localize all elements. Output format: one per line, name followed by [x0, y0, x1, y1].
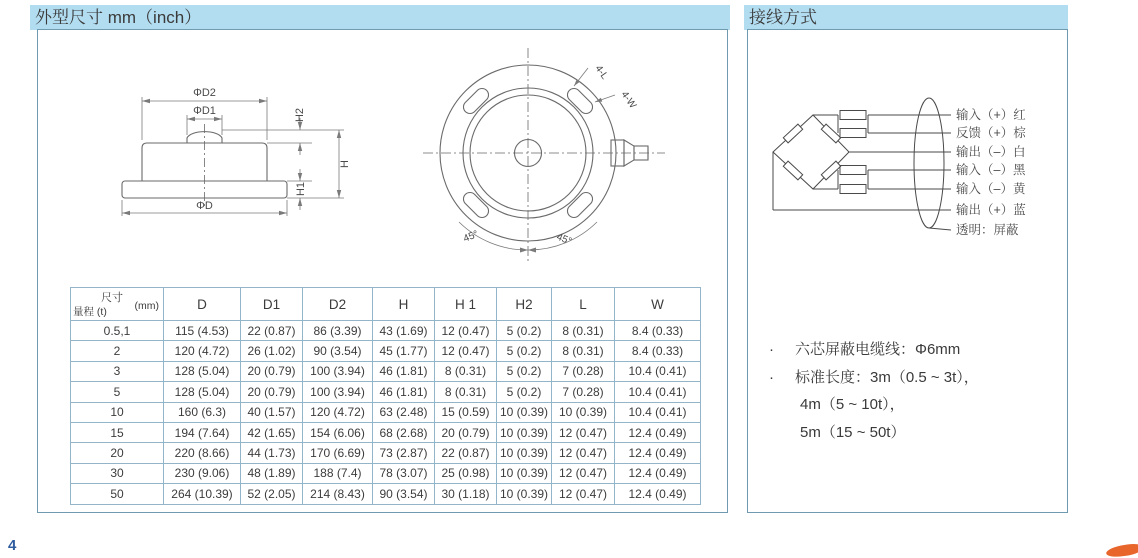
dimension-cell: 12 (0.47) [552, 463, 615, 483]
note-item [764, 336, 1062, 364]
table-header-row [71, 288, 701, 321]
capacity-cell: 0.5,1 [71, 321, 164, 341]
column-header: H2 [497, 288, 552, 321]
dimension-cell: 20 (0.79) [241, 361, 303, 381]
note-line: 5m（15 ~ 50t） [800, 423, 906, 441]
dimension-cell: 12 (0.47) [552, 443, 615, 463]
dimension-cell: 90 (3.54) [373, 484, 435, 504]
table-row [71, 321, 701, 341]
dimension-cell: 48 (1.89) [241, 463, 303, 483]
dimension-cell: 8 (0.31) [552, 321, 615, 341]
wire-label-input-minus-2: 输入（–）黄 [956, 182, 1026, 196]
dimension-cell: 46 (1.81) [373, 361, 435, 381]
dimension-cell: 43 (1.69) [373, 321, 435, 341]
cable-shield-ellipse [914, 98, 944, 228]
wire-label-output-plus: 输出（+）蓝 [956, 203, 1026, 217]
dimension-cell: 78 (3.07) [373, 463, 435, 483]
dimension-cell: 46 (1.81) [373, 382, 435, 402]
note-line: 4m（5 ~ 10t）， [800, 396, 905, 413]
cable-notes [764, 336, 1062, 446]
dimension-cell: 10 (0.39) [497, 484, 552, 504]
dimension-cell: 8 (0.31) [435, 361, 497, 381]
dimension-cell: 8.4 (0.33) [615, 341, 701, 361]
angle-left-label: 45° [461, 228, 481, 245]
dim-label-h2: H2 [294, 107, 306, 123]
dimension-cell: 120 (4.72) [164, 341, 241, 361]
column-header: W [615, 288, 701, 321]
dimension-cell: 12.4 (0.49) [615, 484, 701, 504]
dimension-cell: 15 (0.59) [435, 402, 497, 422]
bullet-dot-icon: · [769, 341, 774, 358]
dim-label-h1: H1 [295, 181, 307, 197]
dim-label-d1: ΦD1 [193, 105, 216, 117]
dimension-cell: 26 (1.02) [241, 341, 303, 361]
dimension-cell: 25 (0.98) [435, 463, 497, 483]
table-row [71, 443, 701, 463]
dimension-cell: 10 (0.39) [497, 463, 552, 483]
dimension-cell: 170 (6.69) [303, 443, 373, 463]
dimension-cell: 90 (3.54) [303, 341, 373, 361]
wire-label-shield: 透明：屏蔽 [956, 223, 1019, 237]
dimension-cell: 160 (6.3) [164, 402, 241, 422]
dimension-cell: 63 (2.48) [373, 402, 435, 422]
table-row [71, 463, 701, 483]
dimension-cell: 220 (8.66) [164, 443, 241, 463]
dimension-cell: 10.4 (0.41) [615, 402, 701, 422]
dimension-cell: 10 (0.39) [497, 402, 552, 422]
dimension-cell: 188 (7.4) [303, 463, 373, 483]
dimension-cell: 10 (0.39) [552, 402, 615, 422]
top-view-drawing [425, 42, 685, 272]
table-corner-cell [71, 288, 164, 321]
capacity-cell: 15 [71, 422, 164, 442]
capacity-cell: 2 [71, 341, 164, 361]
column-header: D2 [303, 288, 373, 321]
dimension-cell: 20 (0.79) [435, 422, 497, 442]
table-row [71, 341, 701, 361]
table-row [71, 382, 701, 402]
dimension-cell: 12 (0.47) [552, 422, 615, 442]
dimension-cell: 120 (4.72) [303, 402, 373, 422]
dimension-cell: 230 (9.06) [164, 463, 241, 483]
dimension-cell: 194 (7.64) [164, 422, 241, 442]
corner-label-size: 尺寸 [101, 292, 123, 304]
angle-right-label: 45° [554, 231, 574, 248]
wire-label-input-minus: 输入（–）黑 [956, 163, 1026, 177]
dimension-cell: 8 (0.31) [435, 382, 497, 402]
dimension-cell: 12 (0.47) [552, 484, 615, 504]
dimension-cell: 42 (1.65) [241, 422, 303, 442]
dimension-cell: 20 (0.79) [241, 382, 303, 402]
dimension-cell: 100 (3.94) [303, 382, 373, 402]
capacity-cell: 30 [71, 463, 164, 483]
dim-label-d: ΦD [196, 200, 213, 212]
dimension-cell: 22 (0.87) [241, 321, 303, 341]
dimension-cell: 12 (0.47) [435, 321, 497, 341]
dimension-cell: 7 (0.28) [552, 382, 615, 402]
note-item [764, 364, 1062, 392]
dimension-cell: 45 (1.77) [373, 341, 435, 361]
dim-label-d2: ΦD2 [193, 87, 216, 99]
dimension-cell: 12 (0.47) [435, 341, 497, 361]
dimension-cell: 5 (0.2) [497, 341, 552, 361]
slot-count-w-label: 4-W [618, 89, 639, 111]
dimension-cell: 40 (1.57) [241, 402, 303, 422]
dimension-cell: 68 (2.68) [373, 422, 435, 442]
wire-label-output-minus: 输出（–）白 [956, 145, 1026, 159]
dimension-cell: 10.4 (0.41) [615, 382, 701, 402]
dimension-cell: 5 (0.2) [497, 321, 552, 341]
right-panel-title: 接线方式 [744, 5, 1068, 30]
dimension-cell: 7 (0.28) [552, 361, 615, 381]
dimension-cell: 86 (3.39) [303, 321, 373, 341]
bullet-dot-icon: · [769, 368, 774, 386]
wire-label-input-plus: 输入（+）红 [956, 108, 1026, 122]
dimension-cell: 128 (5.04) [164, 382, 241, 402]
dim-table-body [71, 321, 701, 505]
wire-label-sense-plus: 反馈（+）棕 [956, 126, 1026, 140]
table-row [71, 484, 701, 504]
note-line: 标准长度：3m（0.5 ~ 3t）， [795, 368, 979, 386]
dim-label-h: H [339, 160, 351, 168]
column-header: H 1 [435, 288, 497, 321]
dimension-cell: 44 (1.73) [241, 443, 303, 463]
dimension-cell: 8 (0.31) [552, 341, 615, 361]
column-header: H [373, 288, 435, 321]
dimension-cell: 52 (2.05) [241, 484, 303, 504]
capacity-cell: 10 [71, 402, 164, 422]
table-row [71, 402, 701, 422]
column-header: D1 [241, 288, 303, 321]
wiring-diagram [746, 31, 1066, 281]
dimension-cell: 73 (2.87) [373, 443, 435, 463]
column-header: L [552, 288, 615, 321]
dimension-cell: 214 (8.43) [303, 484, 373, 504]
capacity-cell: 3 [71, 361, 164, 381]
side-view-drawing [112, 66, 362, 241]
capacity-cell: 5 [71, 382, 164, 402]
column-header: D [164, 288, 241, 321]
dimension-cell: 12.4 (0.49) [615, 463, 701, 483]
dimension-cell: 8.4 (0.33) [615, 321, 701, 341]
corner-label-capacity: 量程 (t) [73, 306, 107, 318]
table-row [71, 422, 701, 442]
corner-label-unit: (mm) [134, 300, 159, 312]
dimension-cell: 10.4 (0.41) [615, 361, 701, 381]
dimension-cell: 128 (5.04) [164, 361, 241, 381]
dimension-cell: 5 (0.2) [497, 361, 552, 381]
capacity-cell: 20 [71, 443, 164, 463]
table-row [71, 361, 701, 381]
page-number: 4 [8, 537, 17, 554]
dimension-cell: 5 (0.2) [497, 382, 552, 402]
dimension-table [70, 287, 701, 505]
dimension-cell: 10 (0.39) [497, 422, 552, 442]
dimension-cell: 30 (1.18) [435, 484, 497, 504]
dimension-cell: 10 (0.39) [497, 443, 552, 463]
slot-count-l-label: 4-L [592, 63, 610, 82]
note-line: 六芯屏蔽电缆线：Φ6mm [795, 341, 961, 358]
dimension-cell: 264 (10.39) [164, 484, 241, 504]
dimension-cell: 115 (4.53) [164, 321, 241, 341]
dimension-cell: 100 (3.94) [303, 361, 373, 381]
dimension-cell: 154 (6.06) [303, 422, 373, 442]
left-panel-title: 外型尺寸 mm（inch） [30, 5, 730, 30]
dimension-cell: 12.4 (0.49) [615, 443, 701, 463]
capacity-cell: 50 [71, 484, 164, 504]
dimension-cell: 12.4 (0.49) [615, 422, 701, 442]
decorative-swoosh [1105, 543, 1138, 558]
dimension-cell: 22 (0.87) [435, 443, 497, 463]
